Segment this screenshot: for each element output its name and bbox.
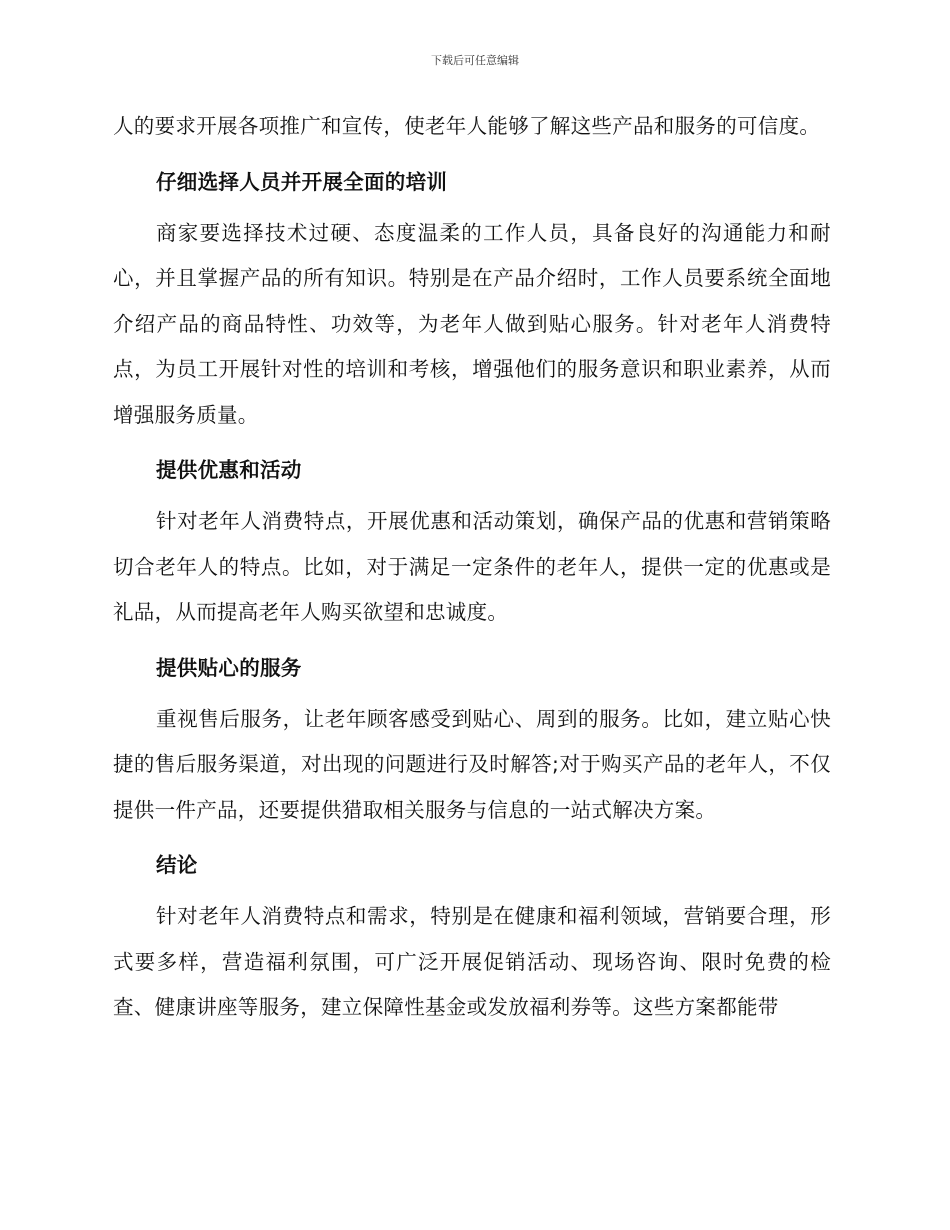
section-heading: 提供贴心的服务 (156, 655, 302, 680)
section-heading: 提供优惠和活动 (156, 458, 302, 482)
section-heading: 结论 (156, 853, 198, 877)
section-heading: 仔细选择人员并开展全面的培训 (156, 169, 448, 194)
paragraph: 商家要选择技术过硬、态度温柔的工作人员，具备良好的沟通能力和耐心，并且掌握产品的所有知识。特别是在产品介绍时，工作人员要系统全面地介绍产品的商品特性、功效等，为老年人做到贴心服务。针对老年人消费特点，为员工开展针对性的培训和考核，增强他们的服务意识和职业素养，从而增强服务质量。 (113, 220, 831, 427)
paragraph: 针对老年人消费特点，开展优惠和活动策划，确保产品的优惠和营销策略切合老年人的特点。比如，对于满足一定条件的老年人，提供一定的优惠或是礼品，从而提高老年人购买欲望和忠诚度。 (113, 509, 831, 624)
paragraph: 人的要求开展各项推广和宣传，使老年人能够了解这些产品和服务的可信度。 (113, 114, 821, 138)
section-service (113, 650, 831, 834)
section-conclusion (113, 847, 831, 1031)
section-discounts (113, 452, 831, 636)
section-staff-training (113, 164, 831, 439)
section-intro (113, 104, 831, 150)
document-body (113, 104, 831, 1045)
paragraph: 针对老年人消费特点和需求，特别是在健康和福利领域，营销要合理，形式要多样，营造福利氛围，可广泛开展促销活动、现场咨询、限时免费的检查、健康讲座等服务，建立保障性基金或发放福利券等。这些方案都能带 (113, 904, 831, 1019)
paragraph: 重视售后服务，让老年顾客感受到贴心、周到的服务。比如，建立贴心快捷的售后服务渠道，对出现的问题进行及时解答;对于购买产品的老年人，不仅提供一件产品，还要提供猎取相关服务与信息的一站式解决方案。 (113, 706, 831, 822)
page-header: 下载后可任意编辑 (431, 54, 519, 67)
